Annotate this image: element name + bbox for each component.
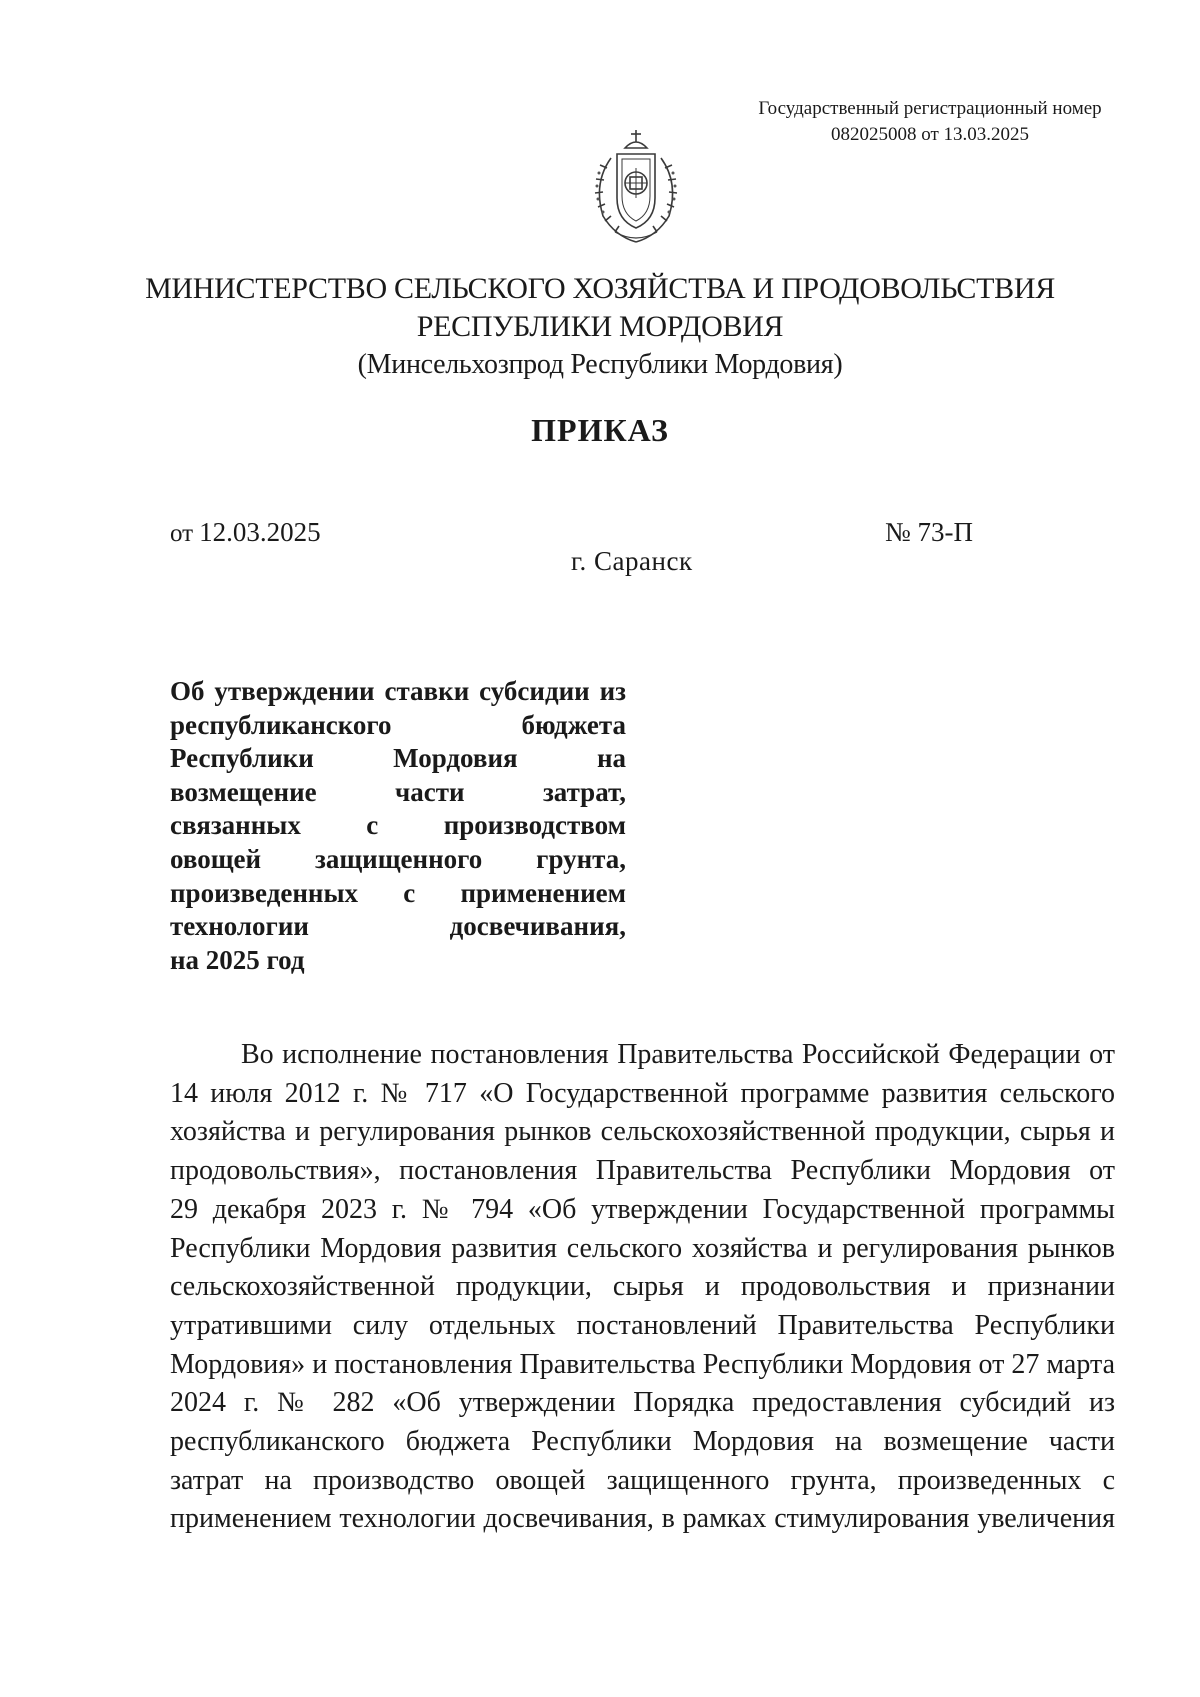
date-value: 12.03.2025 <box>199 517 321 547</box>
order-date <box>170 517 321 548</box>
body-line: республиканского бюджета Республики Мордовия на возмещение части <box>170 1426 1115 1458</box>
body-line: 14 июля 2012 г. № 717 «О Государственной программе развития сельского <box>170 1077 1115 1109</box>
order-number: № 73-П <box>885 517 974 547</box>
subject-line: республиканского бюджета <box>170 709 626 740</box>
ministry-name-line-1: МИНИСТЕРСТВО СЕЛЬСКОГО ХОЗЯЙСТВА И ПРОДОВОЛЬСТВИЯ <box>145 272 1055 305</box>
subject-line: Об утверждении ставки субсидии из <box>170 676 626 706</box>
registration-line-2: 082025008 от 13.03.2025 <box>830 124 1030 145</box>
order-preamble <box>170 1036 1115 1539</box>
ministry-short-name: (Минсельхозпрод Республики Мордовия) <box>357 349 843 380</box>
body-line: утратившими силу отдельных постановлений Правительства Республики <box>170 1309 1115 1341</box>
body-line: продовольствия», постановления Правительства Республики Мордовия от <box>170 1155 1115 1187</box>
body-line: Мордовия» и постановления Правительства Республики Мордовия от 27 марта <box>170 1348 1115 1380</box>
body-line: затрат на производство овощей защищенного грунта, произведенных с <box>170 1464 1115 1496</box>
subject-line: овощей защищенного грунта, <box>170 843 626 874</box>
date-label: от <box>170 520 194 547</box>
body-line: Во исполнение постановления Правительства Российской Федерации от <box>241 1039 1115 1070</box>
registration-line-1: Государственный регистрационный номер <box>758 98 1102 119</box>
subject-line: связанных с производством <box>170 810 626 841</box>
registration-info <box>720 96 1140 148</box>
body-line: сельскохозяйственной продукции, сырья и продовольствия и признании <box>170 1271 1115 1303</box>
subject-line: технологии досвечивания, <box>170 911 626 942</box>
body-line: хозяйства и регулирования рынков сельскохозяйственной продукции, сырья и <box>170 1116 1115 1148</box>
document-title: ПРИКАЗ <box>531 412 669 448</box>
ministry-header <box>0 270 1200 384</box>
mordovia-coat-of-arms-icon <box>581 128 691 248</box>
subject-line: возмещение части затрат, <box>170 776 626 807</box>
body-line: 2024 г. № 282 «Об утверждении Порядка предоставления субсидий из <box>170 1387 1115 1419</box>
body-line: 29 декабря 2023 г. № 794 «Об утверждении Государственной программы <box>170 1193 1115 1225</box>
ministry-name-line-2: РЕСПУБЛИКИ МОРДОВИЯ <box>416 310 784 343</box>
order-city: г. Саранск <box>571 546 693 576</box>
order-subject <box>170 675 626 977</box>
body-line: Республики Мордовия развития сельского хозяйства и регулирования рынков <box>170 1232 1115 1264</box>
subject-line: Республики Мордовия на <box>170 743 626 774</box>
body-line: применением технологии досвечивания, в рамках стимулирования увеличения <box>170 1503 1115 1535</box>
subject-line: на 2025 год <box>170 944 305 975</box>
subject-line: произведенных с применением <box>170 877 626 908</box>
